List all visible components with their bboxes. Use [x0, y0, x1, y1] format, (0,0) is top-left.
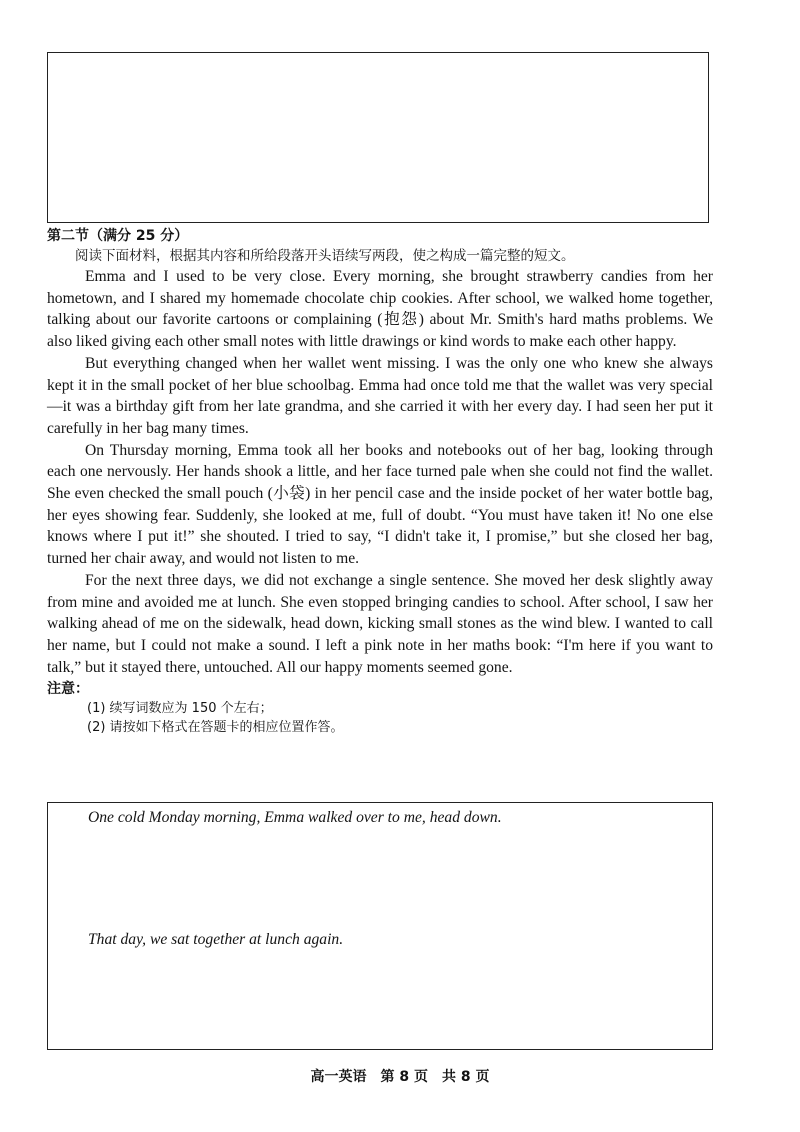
passage-paragraph: Emma and I used to be very close. Every morning, she brought strawberry candies from her hometown, and I shared my homemade chocolate chip cookies. After school, we walked home together, talking about our favorite cartoons or complaining (抱怨) about Mr. Smith's hard maths problems. We also liked giving each other small notes with little drawings or kind words to make each other happy. [47, 268, 713, 351]
section-instruction: 阅读下面材料，根据其内容和所给段落开头语续写两段，使之构成一篇完整的短文。 [75, 248, 575, 264]
note-item: (1) 续写词数应为 150 个左右； [87, 701, 273, 717]
paragraph-starter-1: One cold Monday morning, Emma walked over to me, head down. [88, 809, 502, 826]
passage-paragraph: For the next three days, we did not exchange a single sentence. She moved her desk slightly away from mine and avoided me at lunch. She even stopped bringing candies to school. After school, I saw her walking ahead of me on the sidewalk, head down, kicking small stones as the wind blew. I wanted to call her name, but I could not make a sound. I left a pink note in her maths book: “I'm here if you want to talk,” but it stayed there, untouched. All our happy moments seemed gone. [47, 571, 713, 676]
paragraph-starter-2: That day, we sat together at lunch again. [88, 931, 344, 948]
passage-paragraph: On Thursday morning, Emma took all her books and notebooks out of her bag, looking through each one nervously. Her hands shook a little, and her face turned pale when she could not find the wallet. She even checked the small pouch (小袋) in her pencil case and the inside pocket of her water bottle bag, her eyes showing fear. Suddenly, she looked at me, full of doubt. “You must have taken it! No one else knows where I put it!” she shouted. I tried to say, “I didn't take it, I promise,” but she closed her bag, turned her chair away, and would not listen to me. [47, 441, 713, 568]
passage-paragraph: But everything changed when her wallet went missing. I was the only one who knew she always kept it in the small pocket of her blue schoolbag. Emma had once told me that the wallet was very special—it was a birthday gift from her late grandma, and she carried it with her every day. I had seen her put it carefully in her bag many times. [47, 354, 713, 437]
writing-answer-box [47, 802, 713, 1050]
page-footer: 高一英语 第 8 页 共 8 页 [310, 1069, 490, 1085]
top-answer-box [47, 52, 709, 223]
section-content [47, 226, 713, 737]
section-title: 第二节（满分 25 分） [47, 228, 189, 244]
note-item: (2) 请按如下格式在答题卡的相应位置作答。 [87, 720, 344, 736]
notes-title: 注意： [47, 681, 89, 698]
